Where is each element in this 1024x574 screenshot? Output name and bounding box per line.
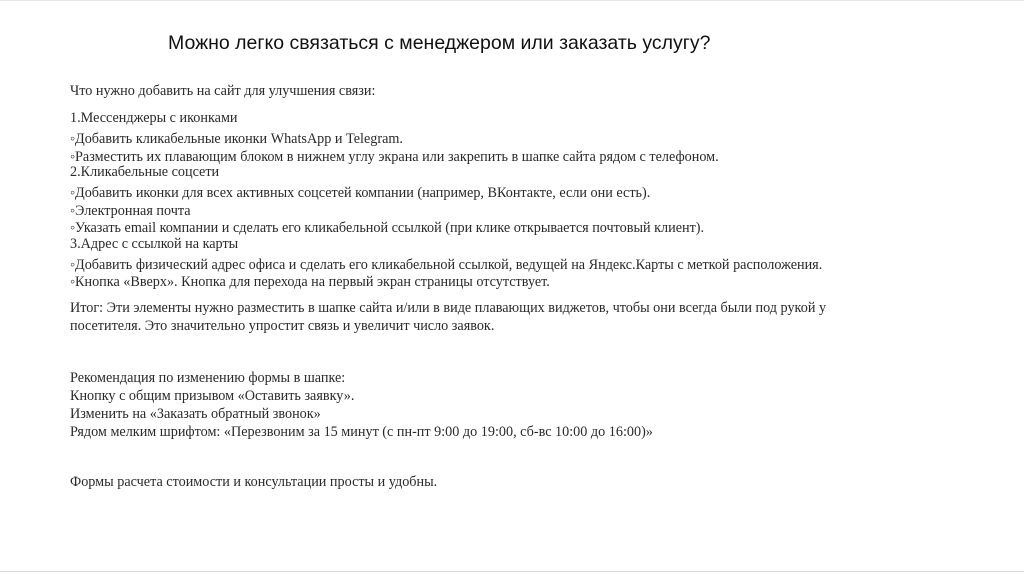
- recommendation-line: Изменить на «Заказать обратный звонок»: [70, 406, 321, 422]
- section-social-heading: 2.Кликабельные соцсети: [70, 164, 220, 180]
- list-item: ◦Добавить иконки для всех активных соцсетей компании (например, ВКонтакте, если они есть).: [70, 185, 651, 201]
- section-messengers-heading: 1.Мессенджеры с иконками: [70, 110, 238, 126]
- list-item: ◦Добавить физический адрес офиса и сделать его кликабельной ссылкой, ведущей на Яндекс.Карты с меткой расположения.: [70, 257, 823, 273]
- recommendation-line: Кнопку с общим призывом «Оставить заявку».: [70, 388, 355, 404]
- list-item: ◦Электронная почта: [70, 203, 191, 219]
- recommendation-line: Рядом мелким шрифтом: «Перезвоним за 15 минут (с пн-пт 9:00 до 19:00, сб-вс 10:00 до 16:00)»: [70, 424, 653, 440]
- section-address-heading: 3.Адрес с ссылкой на карты: [70, 236, 239, 252]
- list-item: ◦Кнопка «Вверх». Кнопка для перехода на первый экран страницы отсутствует.: [70, 274, 550, 290]
- list-item: ◦Указать email компании и сделать его кликабельной ссылкой (при клике открывается почтовый клиент).: [70, 220, 705, 236]
- summary-line-1: Итог: Эти элементы нужно разместить в шапке сайта и/или в виде плавающих виджетов, чтобы они всегда были под рукой у: [70, 300, 827, 316]
- top-border: [0, 0, 1024, 1]
- bottom-border: [0, 571, 1024, 572]
- conclusion-text: Формы расчета стоимости и консультации просты и удобны.: [70, 474, 438, 490]
- recommendation-heading: Рекомендация по изменению формы в шапке:: [70, 370, 346, 386]
- list-item: ◦Разместить их плавающим блоком в нижнем углу экрана или закрепить в шапке сайта рядом с телефоном.: [70, 149, 719, 165]
- summary-line-2: посетителя. Это значительно упростит связь и увеличит число заявок.: [70, 318, 495, 334]
- intro-text: Что нужно добавить на сайт для улучшения связи:: [70, 83, 376, 99]
- slide-title: Можно легко связаться с менеджером или заказать услугу?: [168, 32, 711, 54]
- list-item: ◦Добавить кликабельные иконки WhatsApp и Telegram.: [70, 131, 403, 147]
